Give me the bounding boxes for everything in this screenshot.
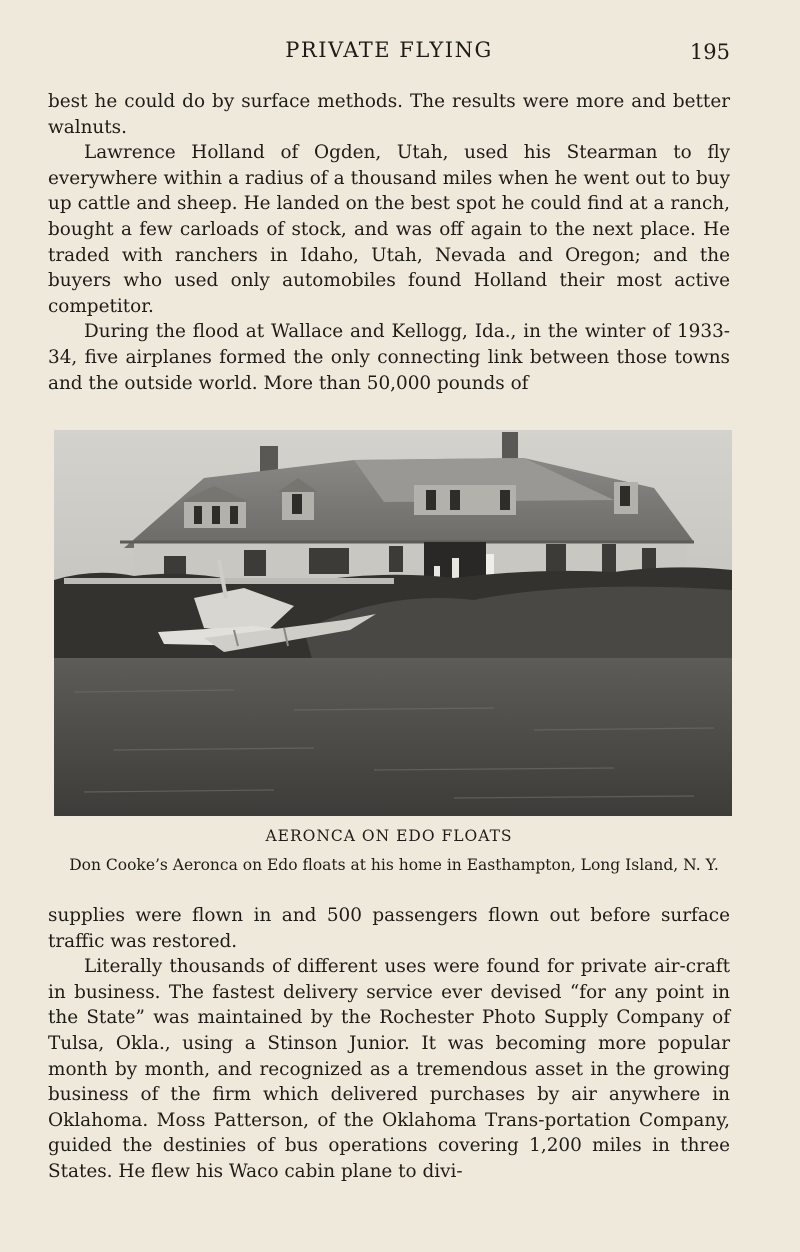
running-title: PRIVATE FLYING <box>285 38 493 62</box>
figure-caption-text: Don Cooke’s Aeronca on Edo floats at his home in Easthampton, Long Island, N. Y. <box>69 856 719 874</box>
body-text-top <box>48 89 730 396</box>
body-text-bottom <box>48 903 730 1185</box>
paragraph: Lawrence Holland of Ogden, Utah, used his Stearman to fly everywhere within a radius of a thousand miles when he went out to buy up cattle and sheep. He landed on the best spot he could find at a ranch, bought a few carloads of stock, and was off again to the next place. He traded with ranchers in Idaho, Utah, Nevada and Oregon; and the buyers who used only automobiles found Holland their most active competitor. <box>48 142 730 317</box>
figure-caption-title: AERONCA ON EDO FLOATS <box>265 827 513 845</box>
running-head <box>48 38 730 66</box>
figure-photo <box>54 430 732 816</box>
paragraph: best he could do by surface methods. The results were more and better walnuts. <box>48 91 730 138</box>
page-number: 195 <box>689 40 730 64</box>
paragraph: Literally thousands of different uses were found for private air-craft in business. The fastest delivery service ever devised “for any point in the State” was maintained by the Rochester Photo Supply Company of Tulsa, Okla., using a Stinson Junior. It was becoming more popular month by month, and recognized as a tremendous asset in the growing business of the firm which delivered purchases by air anywhere in Oklahoma. Moss Patterson, of the Oklahoma Trans-portation Company, guided the destinies of bus operations covering 1,200 miles in three States. He flew his Waco cabin plane to divi- <box>48 956 730 1182</box>
paragraph: During the flood at Wallace and Kellogg, Ida., in the winter of 1933-34, five airplanes formed the only connecting link between those towns and the outside world. More than 50,000 pounds of <box>48 321 730 394</box>
seaplane-house-photo <box>54 430 732 816</box>
paragraph: supplies were flown in and 500 passengers flown out before surface traffic was restored. <box>48 905 730 952</box>
